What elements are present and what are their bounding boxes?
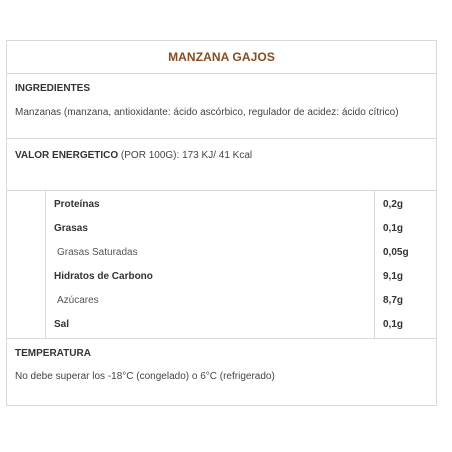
nutrition-row	[7, 241, 436, 265]
nutrition-row	[7, 193, 436, 217]
temperature-text: No debe superar los -18°C (congelado) o 6°C (refrigerado)	[15, 371, 275, 382]
nutrient-value: 0,05g	[383, 247, 409, 258]
energy-heading: VALOR ENERGETICO	[15, 150, 119, 161]
nutrient-value: 8,7g	[383, 295, 404, 306]
energy-section	[7, 139, 436, 191]
nutrient-value: 9,1g	[383, 271, 404, 282]
product-title: MANZANA GAJOS	[168, 50, 275, 64]
nutrient-value: 0,1g	[383, 223, 404, 234]
nutrient-value: 0,1g	[383, 319, 404, 330]
nutrition-row	[7, 313, 436, 337]
temperature-heading: TEMPERATURA	[15, 348, 91, 359]
energy-value: (POR 100G): 173 KJ/ 41 Kcal	[118, 150, 253, 161]
product-info-card	[6, 40, 437, 406]
ingredients-heading: INGREDIENTES	[15, 83, 91, 94]
nutrition-row	[7, 289, 436, 313]
nutrient-name: Proteínas	[54, 199, 100, 210]
nutrition-row	[7, 265, 436, 289]
nutrient-name: Sal	[54, 319, 70, 330]
nutrition-row	[7, 217, 436, 241]
title-row	[7, 41, 436, 74]
nutrient-value: 0,2g	[383, 199, 404, 210]
temperature-section	[7, 339, 436, 405]
nutrient-name: Azúcares	[57, 295, 99, 306]
nutrition-table	[7, 191, 436, 339]
nutrient-name: Grasas	[54, 223, 88, 234]
ingredients-text: Manzanas (manzana, antioxidante: ácido ascórbico, regulador de acidez: ácido cítrico)	[15, 107, 399, 118]
energy-line	[15, 150, 252, 161]
nutrient-name: Grasas Saturadas	[57, 247, 138, 258]
ingredients-section	[7, 74, 436, 139]
nutrient-name: Hidratos de Carbono	[54, 271, 153, 282]
